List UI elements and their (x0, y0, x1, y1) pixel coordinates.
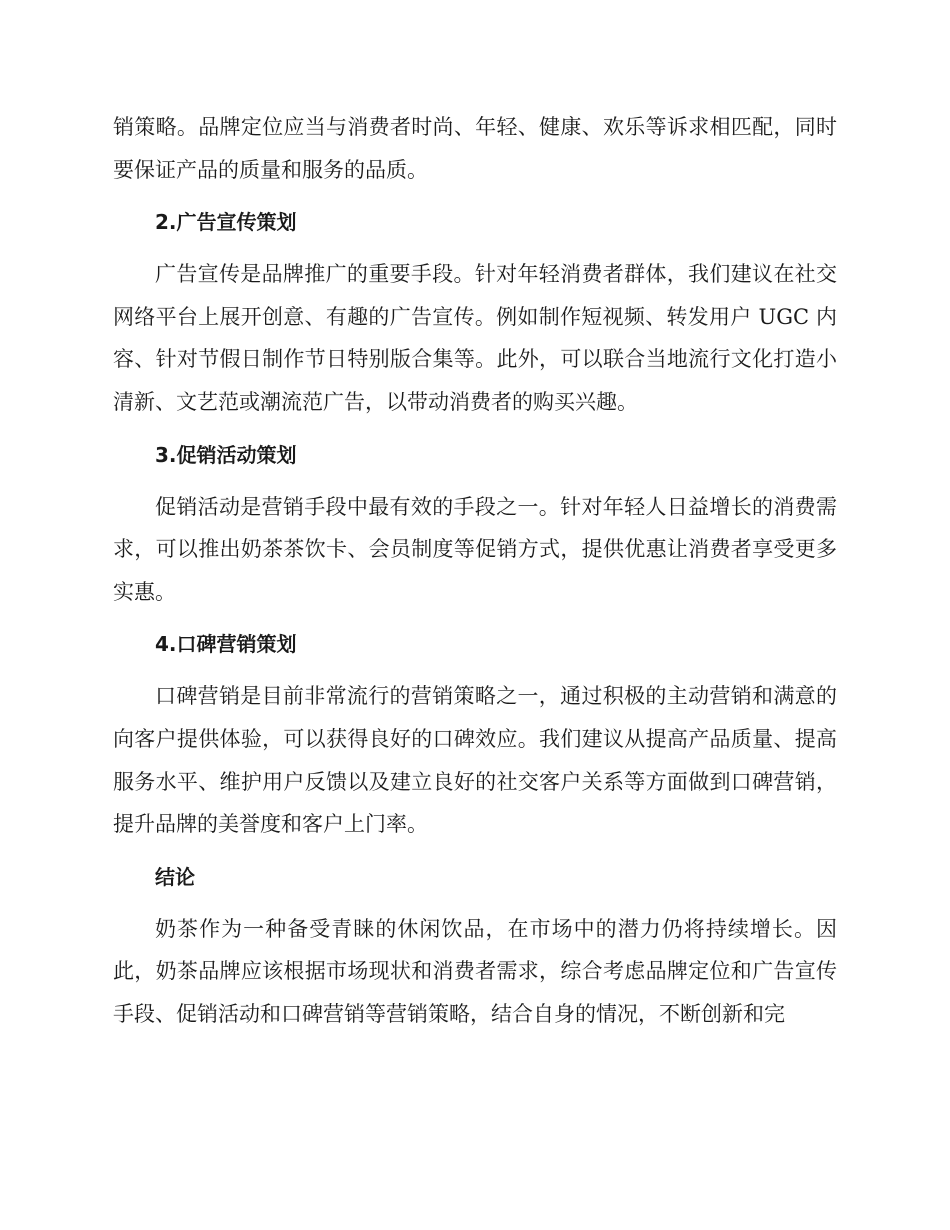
paragraph-advertising: 广告宣传是品牌推广的重要手段。针对年轻消费者群体，我们建议在社交网络平台上展开创意、有趣的广告宣传。例如制作短视频、转发用户 UGC 内容、针对节假日制作节日特别版合集等。此外，可以联合当地流行文化打造小清新、文艺范或潮流范广告，以带动消费者的购买兴趣。 (113, 262, 837, 414)
heading-conclusion: 结论 (155, 864, 195, 889)
spacer (113, 613, 837, 623)
paragraph-word-of-mouth: 口碑营销是目前非常流行的营销策略之一，通过积极的主动营销和满意的向客户提供体验，可以获得良好的口碑效应。我们建议从提高产品质量、提高服务水平、维护用户反馈以及建立良好的社交客户关系等方面做到口碑营销，提升品牌的美誉度和客户上门率。 (113, 684, 837, 837)
spacer (113, 846, 837, 856)
paragraph-conclusion: 奶茶作为一种备受青睐的休闲饮品，在市场中的潜力仍将持续增长。因此，奶茶品牌应该根据市场现状和消费者需求，综合考虑品牌定位和广告宣传手段、促销活动和口碑营销等营销策略，结合自身的情况，不断创新和完 (113, 916, 837, 1026)
spacer (113, 665, 837, 675)
spacer (113, 424, 837, 434)
paragraph-promotion: 促销活动是营销手段中最有效的手段之一。针对年轻人日益增长的消费需求，可以推出奶茶茶饮卡、会员制度等促销方式，提供优惠让消费者享受更多实惠。 (113, 494, 837, 604)
spacer (113, 898, 837, 908)
spacer (113, 243, 837, 253)
heading-word-of-mouth: 4.口碑营销策划 (155, 632, 297, 657)
paragraph-brand-positioning: 销策略。品牌定位应当与消费者时尚、年轻、健康、欢乐等诉求相匹配，同时要保证产品的质量和服务的品质。 (113, 115, 837, 182)
heading-promotion: 3.促销活动策划 (155, 442, 297, 467)
spacer (113, 191, 837, 201)
spacer (113, 476, 837, 486)
heading-advertising: 2.广告宣传策划 (155, 210, 297, 235)
document-page (113, 106, 837, 1036)
